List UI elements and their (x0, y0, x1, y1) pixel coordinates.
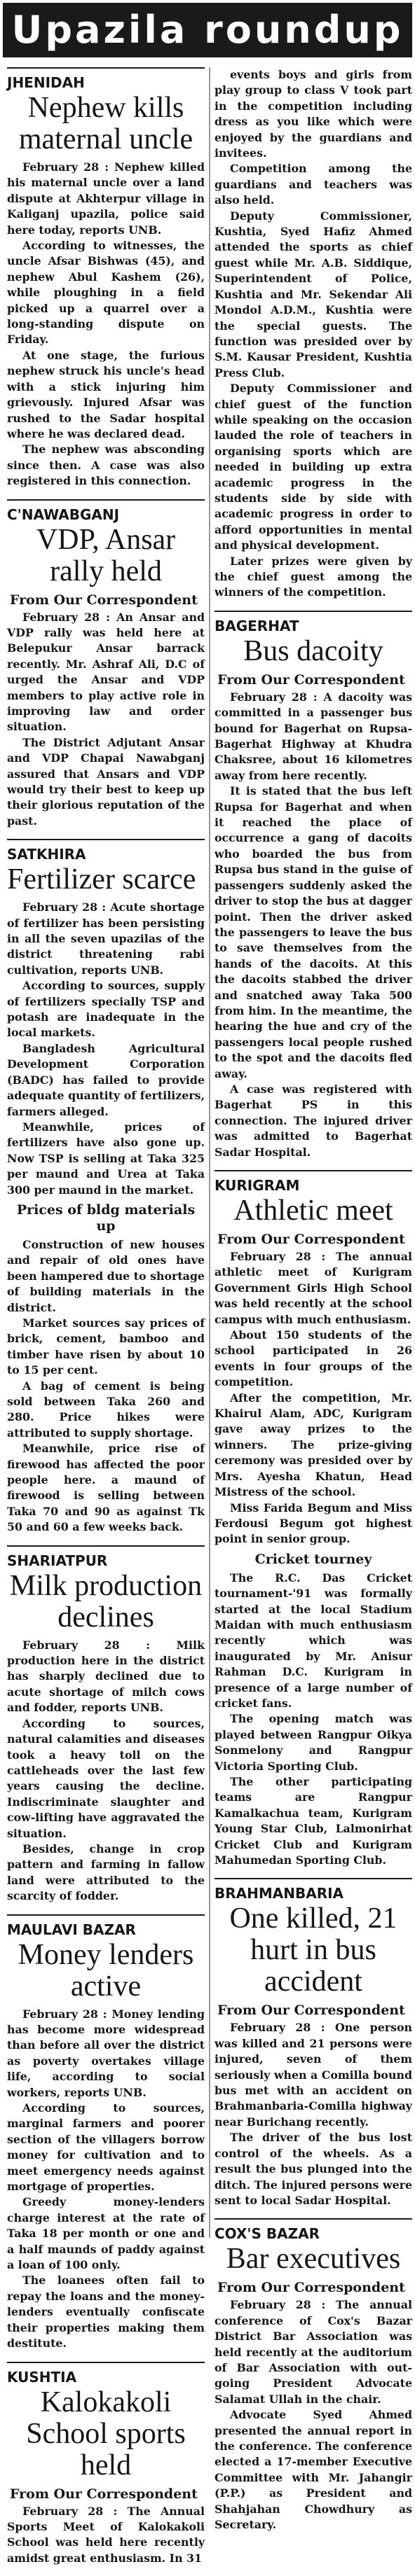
paragraph: According to sources, supply of fertilizers specially TSP and potash are inadequate in the local markets. (7, 979, 205, 1040)
paragraph: Meanwhile, prices of fertilizers have also gone up. Now TSP is selling at Taka 325 per maund and Urea at Taka 300 per maund in the market. (7, 1120, 205, 1197)
story (215, 67, 412, 601)
paragraph: Greedy money-lenders charge interest at the rate of Taka 18 per month or one and a half maunds of paddy against a loan of 100 only. (7, 2195, 205, 2272)
paragraph: According to sources, marginal farmers and poorer section of the villagers borrow money for cultivation and to meet emergency needs against mortgage of properties. (7, 2101, 205, 2194)
dateline: BAGERHAT (215, 617, 299, 634)
paragraph: events boys and girls from play group to class V took part in the competition including dress as you like which were enjoyed by the guardians and invitees. (215, 68, 412, 160)
byline: From Our Correspondent (217, 1232, 405, 1247)
story (7, 1914, 205, 2352)
byline: From Our Correspondent (10, 592, 198, 608)
paragraph: Besides, change in crop pattern and farming in fallow land were attributed to the scarcity of fodder. (7, 1842, 205, 1903)
paragraph: The R.C. Das Cricket tournament-'91 was formally started at the local Stadium Maidan with much enthusiasm recently which was inaugurated by Mr. Anisur Rahman D.C. Kurigram in presence of a large number of cricket fans. (215, 1571, 412, 1710)
paragraph: A bag of cement is being sold between Taka 260 and 280. Price hikes were attributed to supply shortage. (7, 1379, 205, 1440)
headline: Bar executives (226, 2243, 401, 2276)
byline: From Our Correspondent (217, 671, 405, 688)
dateline: KURIGRAM (215, 1177, 300, 1194)
paragraph: Meanwhile, price rise of firewood has affected the poor people here. a maund of firewood is selling between Taka 70 and 90 as against Tk 50 and 60 a few weeks back. (7, 1442, 205, 1534)
story (7, 67, 205, 489)
headline: Nephew kills maternal uncle (18, 92, 193, 155)
headline: VDP, Ansar rally held (36, 523, 176, 587)
dateline: JHENIDAH (7, 74, 85, 91)
paragraph: Market sources say prices of brick, cement, bamboo and timber have risen by about 10 to 15 per cent. (7, 1316, 205, 1377)
section-rule (215, 1878, 412, 1879)
paragraph: The opening match was played between Rangpur Oikya Sonmelony and Rangpur Victoria Sporting Club. (215, 1712, 412, 1773)
subhead: Prices of bldg materials up (16, 1202, 196, 1234)
dateline: SHARIATPUR (7, 1552, 108, 1569)
paragraph: February 28 : Acute shortage of fertilizer has been persisting in all the seven upazilas of the district threatening rabi cultivation, reports UNB. (7, 900, 205, 977)
paragraph: A case was registered with Bagerhat PS in this connection. The injured driver was admitted to Bagerhat Sadar Hospital. (215, 1082, 412, 1159)
story (215, 1878, 412, 2208)
paragraph: Bangladesh Agricultural Development Corporation (BADC) has failed to provide adequate quantity of fertilizers, farmers alleged. (7, 1041, 205, 1118)
section-rule (7, 2362, 205, 2363)
headline: Money lenders active (18, 1938, 194, 2003)
paragraph: Later prizes were given by the chief guest among the winners of the competition. (215, 554, 412, 599)
story (215, 2218, 412, 2533)
paragraph: At one stage, the furious nephew struck his uncle's head with a stick injuring him grievously. Injured Afsar was rushed to the Sadar hospital where he was declared dead. (7, 348, 205, 440)
story (7, 1545, 205, 1905)
headline: One killed, 21 hurt in bus accident (229, 1902, 397, 1998)
subhead: Cricket tourney (254, 1551, 372, 1567)
story (7, 499, 205, 830)
paragraph: The nephew was absconding since then. A case was also registered in this connection. (7, 443, 205, 488)
paragraph: Advocate Syed Ahmed presented the annual report in the conference. The conference elected a 17-member Executive Committee with Mr. Jahangir (P.P.) as President and Shahjahan Chowdhury as Secretary. (215, 2408, 412, 2531)
paragraph: Deputy Commissioner, Kushtia, Syed Hafiz Ahmed attended the sports as chief guest while Mr. A.B. Siddique, Superintendent of Police, Kushtia and Mr. Sekendar Ali Mondol A.D.M., Kushtia were the special guests. The function was presided over by S.M. Kausar President, Kushtia Press Club. (215, 209, 412, 380)
byline: From Our Correspondent (10, 2486, 198, 2502)
left-column (7, 67, 205, 2576)
dateline: SATKHIRA (7, 846, 86, 863)
story (7, 839, 205, 1535)
paragraph: Competition among the guardians and teachers was also held. (215, 162, 412, 207)
paragraph: February 28 : Money lending has become more widespread than before all over the district as poverty overtakes village life, according to social workers, reports UNB. (7, 2007, 205, 2099)
paragraph: February 28 : Milk production here in the district has sharply declined due to acute shortage of milch cows and fodder, reports UNB. (7, 1638, 205, 1715)
headline: Bus dacoity (243, 634, 383, 667)
right-column (215, 67, 412, 2542)
paragraph: February 28 : Nephew killed his maternal uncle over a land dispute at Akhterpur village in Kaliganj upazila, police said here today, reports UNB. (7, 160, 205, 237)
paragraph: About 150 students of the school participated in 26 events in four groups of the competition. (215, 1328, 412, 1389)
story (215, 1170, 412, 1868)
paragraph: The District Adjutant Ansar and VDP Chapai Nawabganj assured that Ansars and VDP would try their best to keep up their glorious reputation of the past. (7, 735, 205, 828)
paragraph: According to witnesses, the uncle Afsar Bishwas (45), and nephew Abul Kashem (26), while ploughing in a field picked up a quarrel over a long-standing dispute on Friday. (7, 239, 205, 347)
paragraph: February 28 : An Ansar and VDP rally was held here at Belepukur Ansar barrack recently. Mr. Ashraf Ali, D.C of urged the Ansar and VDP members to play active role in improving law and order situation. (7, 610, 205, 734)
paragraph: February 28 : The Annual Sports Meet of Kalokakoli School was held here recently amidst great enthusiasm. In 31 (7, 2504, 205, 2565)
dateline: BRAHMANBARIA (215, 1885, 344, 1902)
paragraph: February 28 : One person was killed and 21 persons were injured, seven of them seriously when a Comilla bound bus met with an accident on Brahmanbaria-Comilla highway near Burichang recently. (215, 2021, 412, 2129)
section-rule (215, 611, 412, 612)
section-rule (7, 1914, 205, 1916)
paragraph: It is stated that the bus left Rupsa for Bagerhat and when it reached the place of occurrence a gang of dacoits who boarded the bus from Rupsa bus stand in the guise of passengers suddenly asked the driver to stop the bus at dagger point. Then the driver asked the passengers to leave the bus to save themselves from the hands of the dacoits. At this the dacoits stabbed the driver and snatched away Taka 500 from him. In the meantime, the hearing the hue and cry of the passengers local people rushed to the spot and the dacoits fled away. (215, 784, 412, 1080)
paragraph: Miss Farida Begum and Miss Ferdousi Begum got highest point in senior group. (215, 1501, 412, 1546)
paragraph: February 28 : A dacoity was committed in a passenger bus bound for Bagerhat on Rupsa-Bagerhat Highway at Khudra Chaksree, about 16 kilometres away from here recently. (215, 690, 412, 782)
masthead (3, 3, 412, 57)
byline: From Our Correspondent (217, 2280, 405, 2296)
paragraph: Deputy Commissioner and chief guest of the function while speaking on the occasion lauded the role of teachers in organising sports which are needed in building up extra academic progress in the students side by side with academic progress in order to afford opportunities in mental and physical development. (215, 382, 412, 552)
section-rule (7, 67, 205, 69)
paragraph: February 28 : The annual athletic meet of Kurigram Government Girls High School was held recently at the school campus with much enthusiasm. (215, 1250, 412, 1326)
paragraph: The other participating teams are Rangpur Kamalkachua team, Kurigram Young Star Club, Lalmonirhat Cricket Club and Kurigram Mahumedan Sporting Club. (215, 1775, 412, 1867)
headline: Fertilizer scarce (7, 863, 196, 896)
paragraph: February 28 : The annual conference of Cox's Bazar District Bar Association was held recently at the auditorium of Bar Association with out-going President Advocate Salamat Ullah in the chair. (215, 2298, 412, 2406)
paragraph: According to sources, natural calamities and diseases took a heavy toll on the cattleheads over the last few years causing the decline. Indiscriminate slaughter and cow-lifting have aggravated the situation. (7, 1716, 205, 1840)
section-rule (215, 2218, 412, 2220)
paragraph: The driver of the bus lost control of the wheels. As a result the bus plunged into the ditch. The injured persons were sent to local Sadar Hospital. (215, 2131, 412, 2207)
dateline: C'NAWABGANJ (7, 506, 120, 523)
section-rule (7, 1545, 205, 1547)
dateline: KUSHTIA (7, 2368, 77, 2386)
dateline: COX'S BAZAR (215, 2225, 320, 2243)
story (215, 611, 412, 1160)
column-divider (209, 67, 210, 2238)
section-rule (215, 1170, 412, 1171)
byline: From Our Correspondent (217, 2003, 405, 2019)
section-rule (7, 499, 205, 501)
dateline: MAULAVI BAZAR (7, 1921, 136, 1938)
section-rule (7, 839, 205, 840)
masthead-title: Upazila roundup (11, 8, 404, 52)
paragraph: Construction of new houses and repair of old ones have been hampered due to shortage of building materials in the district. (7, 1237, 205, 1314)
headline: Kalokakoli School sports held (26, 2386, 186, 2481)
headline: Milk production declines (9, 1569, 203, 1634)
paragraph: The loanees often fail to repay the loans and the money-lenders eventually confiscate their properties making them destitute. (7, 2274, 205, 2351)
headline: Athletic meet (233, 1195, 393, 1227)
story (7, 2362, 205, 2567)
paragraph: After the competition, Mr. Khairul Alam, ADC, Kurigram gave away prizes to the winners. The prize-giving ceremony was presided over by Mrs. Ayesha Khatun, Head Mistress of the school. (215, 1391, 412, 1499)
